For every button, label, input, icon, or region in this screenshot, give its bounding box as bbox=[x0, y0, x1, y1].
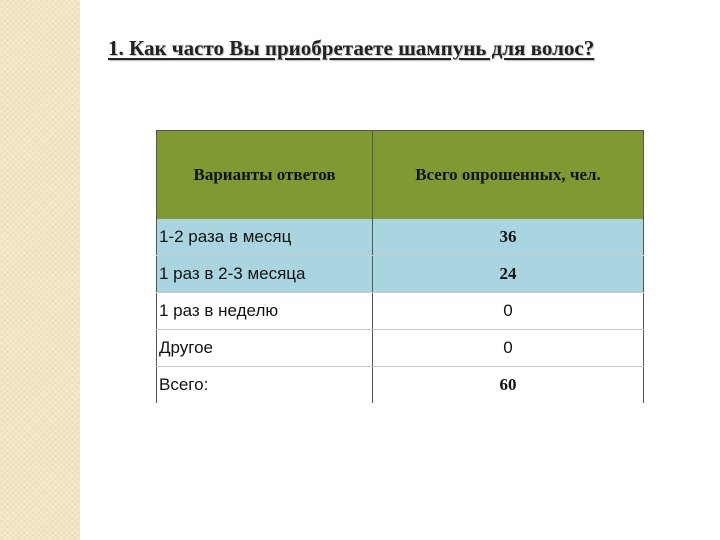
survey-table bbox=[156, 130, 644, 403]
row-option: 1 раз в 2-3 месяца bbox=[157, 256, 373, 293]
decorative-side-stripe bbox=[0, 0, 80, 540]
slide-title: 1. Как часто Вы приобретаете шампунь для волос? bbox=[108, 36, 595, 60]
table-total-row bbox=[157, 367, 644, 404]
row-count: 36 bbox=[373, 219, 644, 256]
header-total: Всего опрошенных, чел. bbox=[373, 131, 644, 220]
total-label: Всего: bbox=[157, 367, 373, 404]
table-header-row bbox=[157, 131, 644, 220]
total-count: 60 bbox=[373, 367, 644, 404]
row-count: 0 bbox=[373, 330, 644, 367]
row-count: 0 bbox=[373, 293, 644, 330]
table-row bbox=[157, 293, 644, 330]
row-option: 1-2 раза в месяц bbox=[157, 219, 373, 256]
table-row bbox=[157, 219, 644, 256]
row-option: 1 раз в неделю bbox=[157, 293, 373, 330]
row-option: Другое bbox=[157, 330, 373, 367]
table-row bbox=[157, 330, 644, 367]
table-row bbox=[157, 256, 644, 293]
row-count: 24 bbox=[373, 256, 644, 293]
header-options: Варианты ответов bbox=[157, 131, 373, 220]
